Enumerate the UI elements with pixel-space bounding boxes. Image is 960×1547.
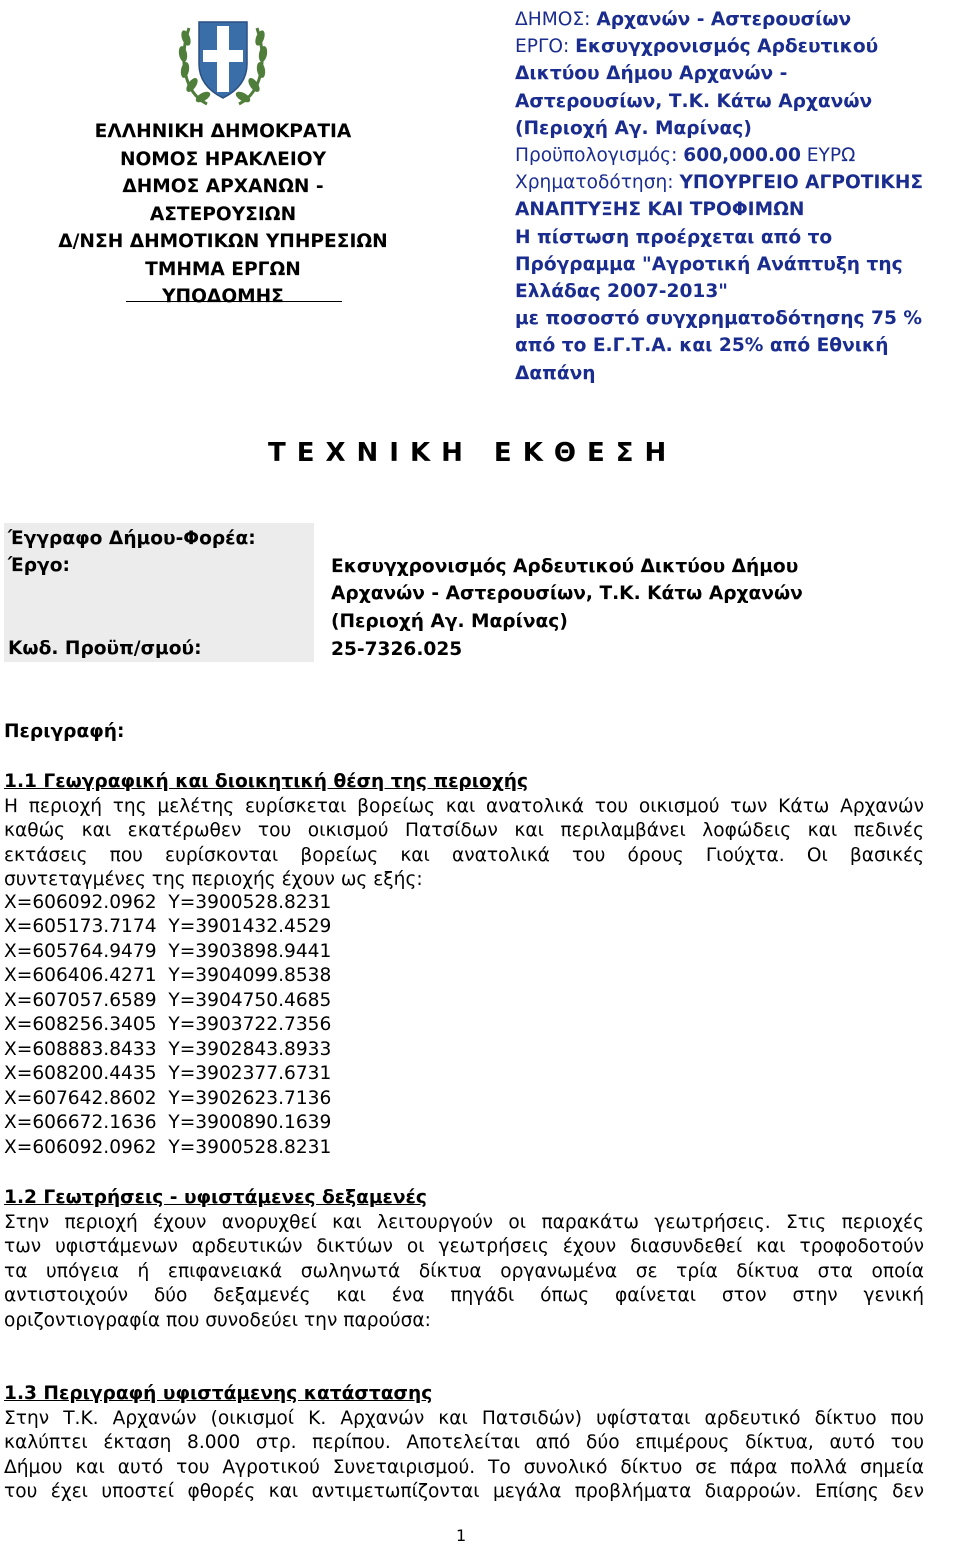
section-paragraph [4,795,924,893]
section-heading: 1.1 Γεωγραφική και διοικητική θέση της περιοχής [4,771,529,792]
budget-code-value: 25-7326.025 [331,639,463,660]
authority-line: ΝΟΜΟΣ ΗΡΑΚΛΕΙΟΥ [119,148,327,170]
paragraph-line: εκτάσεις που ευρίσκονται βορείως και ανατολικά του όρους Γιούχτα. Οι βασικές [4,844,924,866]
project-value-line: Αστερουσίων, Τ.Κ. Κάτω Αρχανών [515,90,873,112]
section-paragraph [4,1407,924,1505]
paragraph-line: Η περιοχή της μελέτης ευρίσκεται βορείως και ανατολικά του οικισμού των Κάτω Αρχανών [4,796,924,817]
paragraph-line: Στην Τ.Κ. Αρχανών (οικισμοί Κ. Αρχανών και Πατσιδών) υφίσταται αρδευτικό δίκτυο που [4,1408,924,1429]
coordinate-row: X=608256.3405 Y=3903722.7356 [4,1014,332,1036]
page-number: 1 [456,1526,467,1545]
document-title: ΤΕΧΝΙΚΗ ΕΚΘΕΣΗ [268,438,678,468]
authority-line: ΥΠΟΔΟΜΗΣ [162,286,284,307]
project-value-line: (Περιοχή Αγ. Μαρίνας) [515,117,752,139]
budget-code-label: Κωδ. Προϋπ/σμού: [8,638,202,659]
funding-label: Χρηματοδότηση: [515,172,680,194]
paragraph-line: Στην περιοχή έχουν ανορυχθεί και λειτουργούν οι παρακάτω γεωτρήσεις. Στις περιοχές [4,1212,924,1233]
budget-value: 600,000.00 [683,145,801,167]
coordinate-row: X=606406.4271 Y=3904099.8538 [4,965,332,987]
funding-value-line: από το Ε.Γ.Τ.Α. και 25% από Εθνική [515,335,889,357]
section-paragraph [4,1211,924,1333]
section-heading: 1.3 Περιγραφή υφιστάμενης κατάστασης [4,1383,433,1404]
coordinate-row: X=606092.0962 Y=3900528.8231 [4,892,332,913]
municipality-value: Αρχανών - Αστερουσίων [596,9,852,30]
paragraph-line: καθώς και εκατέρωθεν του οικισμού Πατσίδων και περιλαμβάνει λοφώδεις και πεδινές [4,820,924,842]
funding-value-line: Η πίστωση προέρχεται από το [515,226,833,248]
funding-value-line: Πρόγραμμα "Αγροτική Ανάπτυξη της [515,253,903,275]
coordinates-list [4,891,331,1160]
coordinate-row: X=606672.1636 Y=3900890.1639 [4,1112,332,1134]
budget-currency: ΕΥΡΩ [800,145,856,167]
project-label: ΕΡΓΟ: [515,36,576,58]
coordinate-row: X=608200.4435 Y=3902377.6731 [4,1063,332,1085]
paragraph-line: οριζοντιογραφία που συνοδεύει την παρούσα: [4,1309,431,1331]
municipality-label: ΔΗΜΟΣ: [515,9,597,30]
paragraph-line: Δήμου και αυτό του Αγροτικού Συνεταιρισμού. Το συνολικό δίκτυο σε πάρα πολλά σημεία [4,1456,924,1478]
coordinate-row: X=606092.0962 Y=3900528.8231 [4,1136,332,1158]
funding-value-line: με ποσοστό συγχρηματοδότησης 75 % [515,308,923,330]
project-info [515,6,960,387]
project-field-value: Εκσυγχρονισμός Αρδευτικού Δικτύου Δήμου [331,556,799,577]
funding-value-line: Δαπάνη [515,362,596,384]
budget-label: Προϋπολογισμός: [515,145,684,167]
section-heading: 1.2 Γεωτρήσεις - υφιστάμενες δεξαμενές [4,1187,427,1208]
funding-value-line: ΥΠΟΥΡΓΕΙΟ ΑΓΡΟΤΙΚΗΣ [679,172,924,194]
authority-line: ΤΜΗΜΑ ΕΡΓΩΝ [145,258,301,280]
paragraph-line: αντιστοιχούν δύο δεξαμενές και ένα πηγάδι όπως φαίνεται στον στην γενική [4,1285,924,1307]
coordinate-row: X=608883.8433 Y=3902843.8933 [4,1038,332,1060]
paragraph-line: συντεταγμένες της περιοχής έχουν ως εξής: [4,869,423,891]
project-value-line: Εκσυγχρονισμός Αρδευτικού [575,36,879,58]
project-field-value: Αρχανών - Αστερουσίων, Τ.Κ. Κάτω Αρχανών [331,583,803,604]
funding-value-line: Ελλάδας 2007-2013" [515,281,728,303]
paragraph-line: των υφιστάμενων αρδευτικών δικτύων οι γεωτρήσεις έχουν διασυνδεθεί και τροφοδοτούν [4,1236,924,1258]
paragraph-line: τα υπόγεια ή επιφανειακά σωληνωτά δίκτυα οργανωμένα σε τρία δίκτυα στα οποία [4,1260,924,1282]
coordinate-row: X=607057.6589 Y=3904750.4685 [4,989,332,1011]
issuing-authority [48,118,398,311]
coordinate-row: X=607642.8602 Y=3902623.7136 [4,1087,332,1109]
funding-value-line: ΑΝΑΠΤΥΞΗΣ ΚΑΙ ΤΡΟΦΙΜΩΝ [515,199,805,221]
authority-line: Δ/ΝΣΗ ΔΗΜΟΤΙΚΩΝ ΥΠΗΡΕΣΙΩΝ [58,231,388,252]
project-field-value: (Περιοχή Αγ. Μαρίνας) [331,611,568,632]
authority-line: ΔΗΜΟΣ ΑΡΧΑΝΩΝ - ΑΣΤΕΡΟΥΣΙΩΝ [122,176,324,225]
coordinate-row: X=605764.9479 Y=3903898.9441 [4,940,332,962]
coordinate-row: X=605173.7174 Y=3901432.4529 [4,916,332,938]
paragraph-line: καλύπτει έκταση 8.000 στρ. περίπου. Αποτελείται από δύο επιμέρους δίκτυα, αυτό του [4,1432,924,1454]
project-field-label: Έργο: [8,555,70,576]
description-label: Περιγραφή: [4,721,125,742]
document-label: Έγγραφο Δήμου-Φορέα: [8,528,256,549]
project-value-line: Δικτύου Δήμου Αρχανών - [515,63,788,85]
authority-line: ΕΛΛΗΝΙΚΗ ΔΗΜΟΚΡΑΤΙΑ [94,121,352,142]
greek-coat-of-arms-icon [177,6,269,112]
signature-rule [126,301,342,302]
paragraph-line: του έχει υποστεί φθορές και αντιμετωπίζονται μεγάλα προβλήματα διαρροών. Επίσης δεν [4,1481,924,1503]
